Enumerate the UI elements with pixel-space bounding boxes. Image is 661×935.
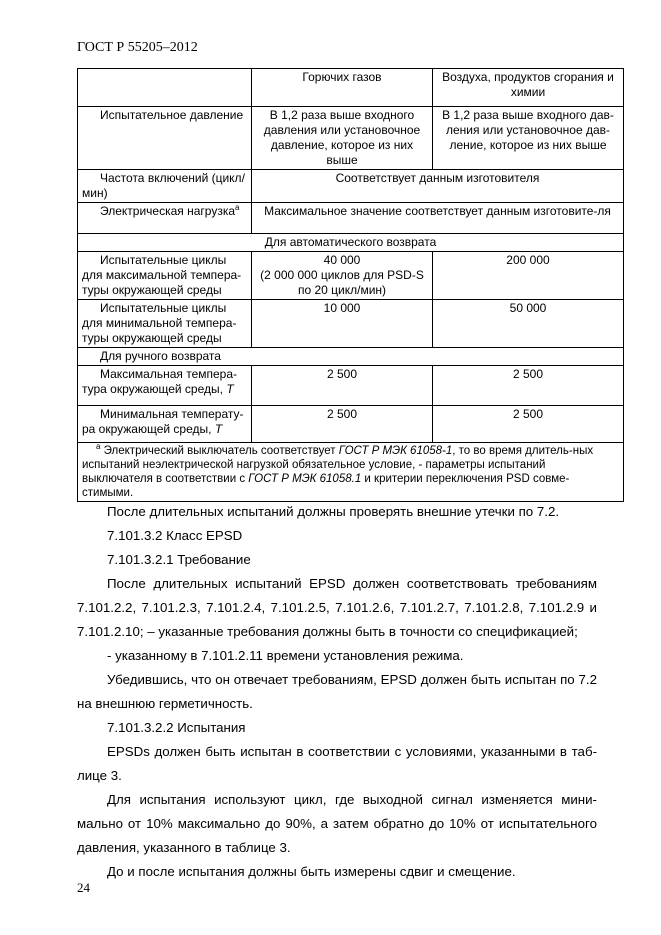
paragraph: Убедившись, что он отвечает требованиям, EPSD должен быть испытан по 7.2 на внешнюю герметичность. xyxy=(77,672,597,711)
table-row xyxy=(78,203,624,234)
table-row xyxy=(78,300,624,348)
auto-max-cycles: 40 000 xyxy=(323,253,361,267)
table-row xyxy=(78,170,624,203)
page-number: 24 xyxy=(77,880,90,895)
test-conditions-table xyxy=(77,68,624,502)
manual-min-label-text: Минимальная температу-ра окружающей среды, xyxy=(82,407,244,436)
auto-max-cycles-note: (2 000 000 циклов для PSD-S по 20 цикл/мин) xyxy=(260,268,424,297)
section-heading: 7.101.3.2.1 Требование xyxy=(107,552,251,567)
footnote-row xyxy=(78,443,624,502)
table-row xyxy=(78,406,624,443)
paragraph: До и после испытания должны быть измерены сдвиг и смещение. xyxy=(107,864,516,879)
section-heading: 7.101.3.2.2 Испытания xyxy=(107,720,246,735)
manual-max-var: T xyxy=(226,382,234,396)
section-heading: 7.101.3.2 Класс EPSD xyxy=(107,528,243,543)
footnote-text-3: и критерии переключения PSD совме-стимыми. xyxy=(82,473,570,499)
cell-auto-max-air: 200 000 xyxy=(433,252,624,300)
cell-auto-min-air: 50 000 xyxy=(433,300,624,348)
paragraph: - указанному в 7.101.2.11 времени установления режима. xyxy=(107,648,464,663)
section-row-manual xyxy=(78,348,624,366)
row-label-frequency: Частота включений (цикл/мин) xyxy=(78,170,252,203)
cell-frequency-value: Соответствует данным изготовителя xyxy=(252,170,624,203)
cell-auto-min-flammable: 10 000 xyxy=(252,300,433,348)
footnote-text-1: Электрический выключатель соответствует xyxy=(103,445,336,457)
cell-pressure-flammable: В 1,2 раза выше входного давления или установочное давление, которое из них выше xyxy=(252,107,433,170)
body-text xyxy=(77,500,597,884)
row-label-auto-max: Испытательные циклы для максимальной темпера-туры окружающей среды xyxy=(78,252,252,300)
cell-manual-min-flammable: 2 500 xyxy=(252,406,433,443)
row-label-pressure: Испытательное давление xyxy=(78,107,252,170)
footnote-mark: a xyxy=(235,203,240,212)
row-label-load xyxy=(78,203,252,234)
cell-manual-min-air: 2 500 xyxy=(433,406,624,443)
section-manual-label: Для ручного возврата xyxy=(78,348,624,366)
cell-load-value: Максимальное значение соответствует данным изготовите-ля xyxy=(252,203,624,234)
cell-pressure-air: В 1,2 раза выше входного дав-ления или установочное дав-ление, которое из них выше xyxy=(433,107,624,170)
header-cell-flammable: Горючих газов xyxy=(252,69,433,107)
cell-manual-max-air: 2 500 xyxy=(433,366,624,406)
footnote-ref-1: ГОСТ Р МЭК 61058-1 xyxy=(338,445,453,457)
table-header-row xyxy=(78,69,624,107)
footnote-mark: a xyxy=(96,442,101,452)
cell-auto-max-flammable xyxy=(252,252,433,300)
header-cell-param xyxy=(78,69,252,107)
section-row-auto xyxy=(78,234,624,252)
footnote-ref-2: ГОСТ Р МЭК 61058.1 xyxy=(248,473,362,485)
paragraph: После длительных испытаний EPSD должен соответствовать требованиям 7.101.2.2, 7.101.2.3, 7.101.2.4, 7.101.2.5, 7.101.2.6, 7.101.2.7, 7.101.2.8, 7.101.2.9 и 7.101.2.10; – указанные требования должны быть в точности со спецификацией; xyxy=(77,576,597,639)
manual-max-label-text: Максимальная темпера-тура окружающей среды, xyxy=(82,367,238,396)
paragraph: После длительных испытаний должны проверять внешние утечки по 7.2. xyxy=(107,504,560,519)
row-label-manual-min xyxy=(78,406,252,443)
table-row xyxy=(78,366,624,406)
row-label-auto-min: Испытательные циклы для минимальной темпера-туры окружающей среды xyxy=(78,300,252,348)
manual-min-var: T xyxy=(214,422,223,436)
section-auto-label: Для автоматического возврата xyxy=(78,234,624,252)
cell-manual-max-flammable: 2 500 xyxy=(252,366,433,406)
header-cell-air: Воздуха, продуктов сгорания и химии xyxy=(433,69,624,107)
standard-header: ГОСТ Р 55205–2012 xyxy=(77,40,198,55)
row-label-manual-max xyxy=(78,366,252,406)
paragraph: Для испытания используют цикл, где выходной сигнал изменяется мини-мально от 10% максимально до 90%, а затем обратно до 10% от испытательного давления, указанного в таблице 3. xyxy=(77,792,597,855)
footnote-text-2: , то во время длитель-ных испытаний неэлектрической нагрузкой обязательное условие, - параметры испытаний выключателя в соответствии с xyxy=(82,445,594,485)
table-row xyxy=(78,252,624,300)
load-label-text: Электрическая нагрузка xyxy=(100,204,236,218)
table-row xyxy=(78,107,624,170)
table-footnote xyxy=(78,443,624,502)
paragraph: EPSDs должен быть испытан в соответствии с условиями, указанными в таб-лице 3. xyxy=(77,744,597,783)
